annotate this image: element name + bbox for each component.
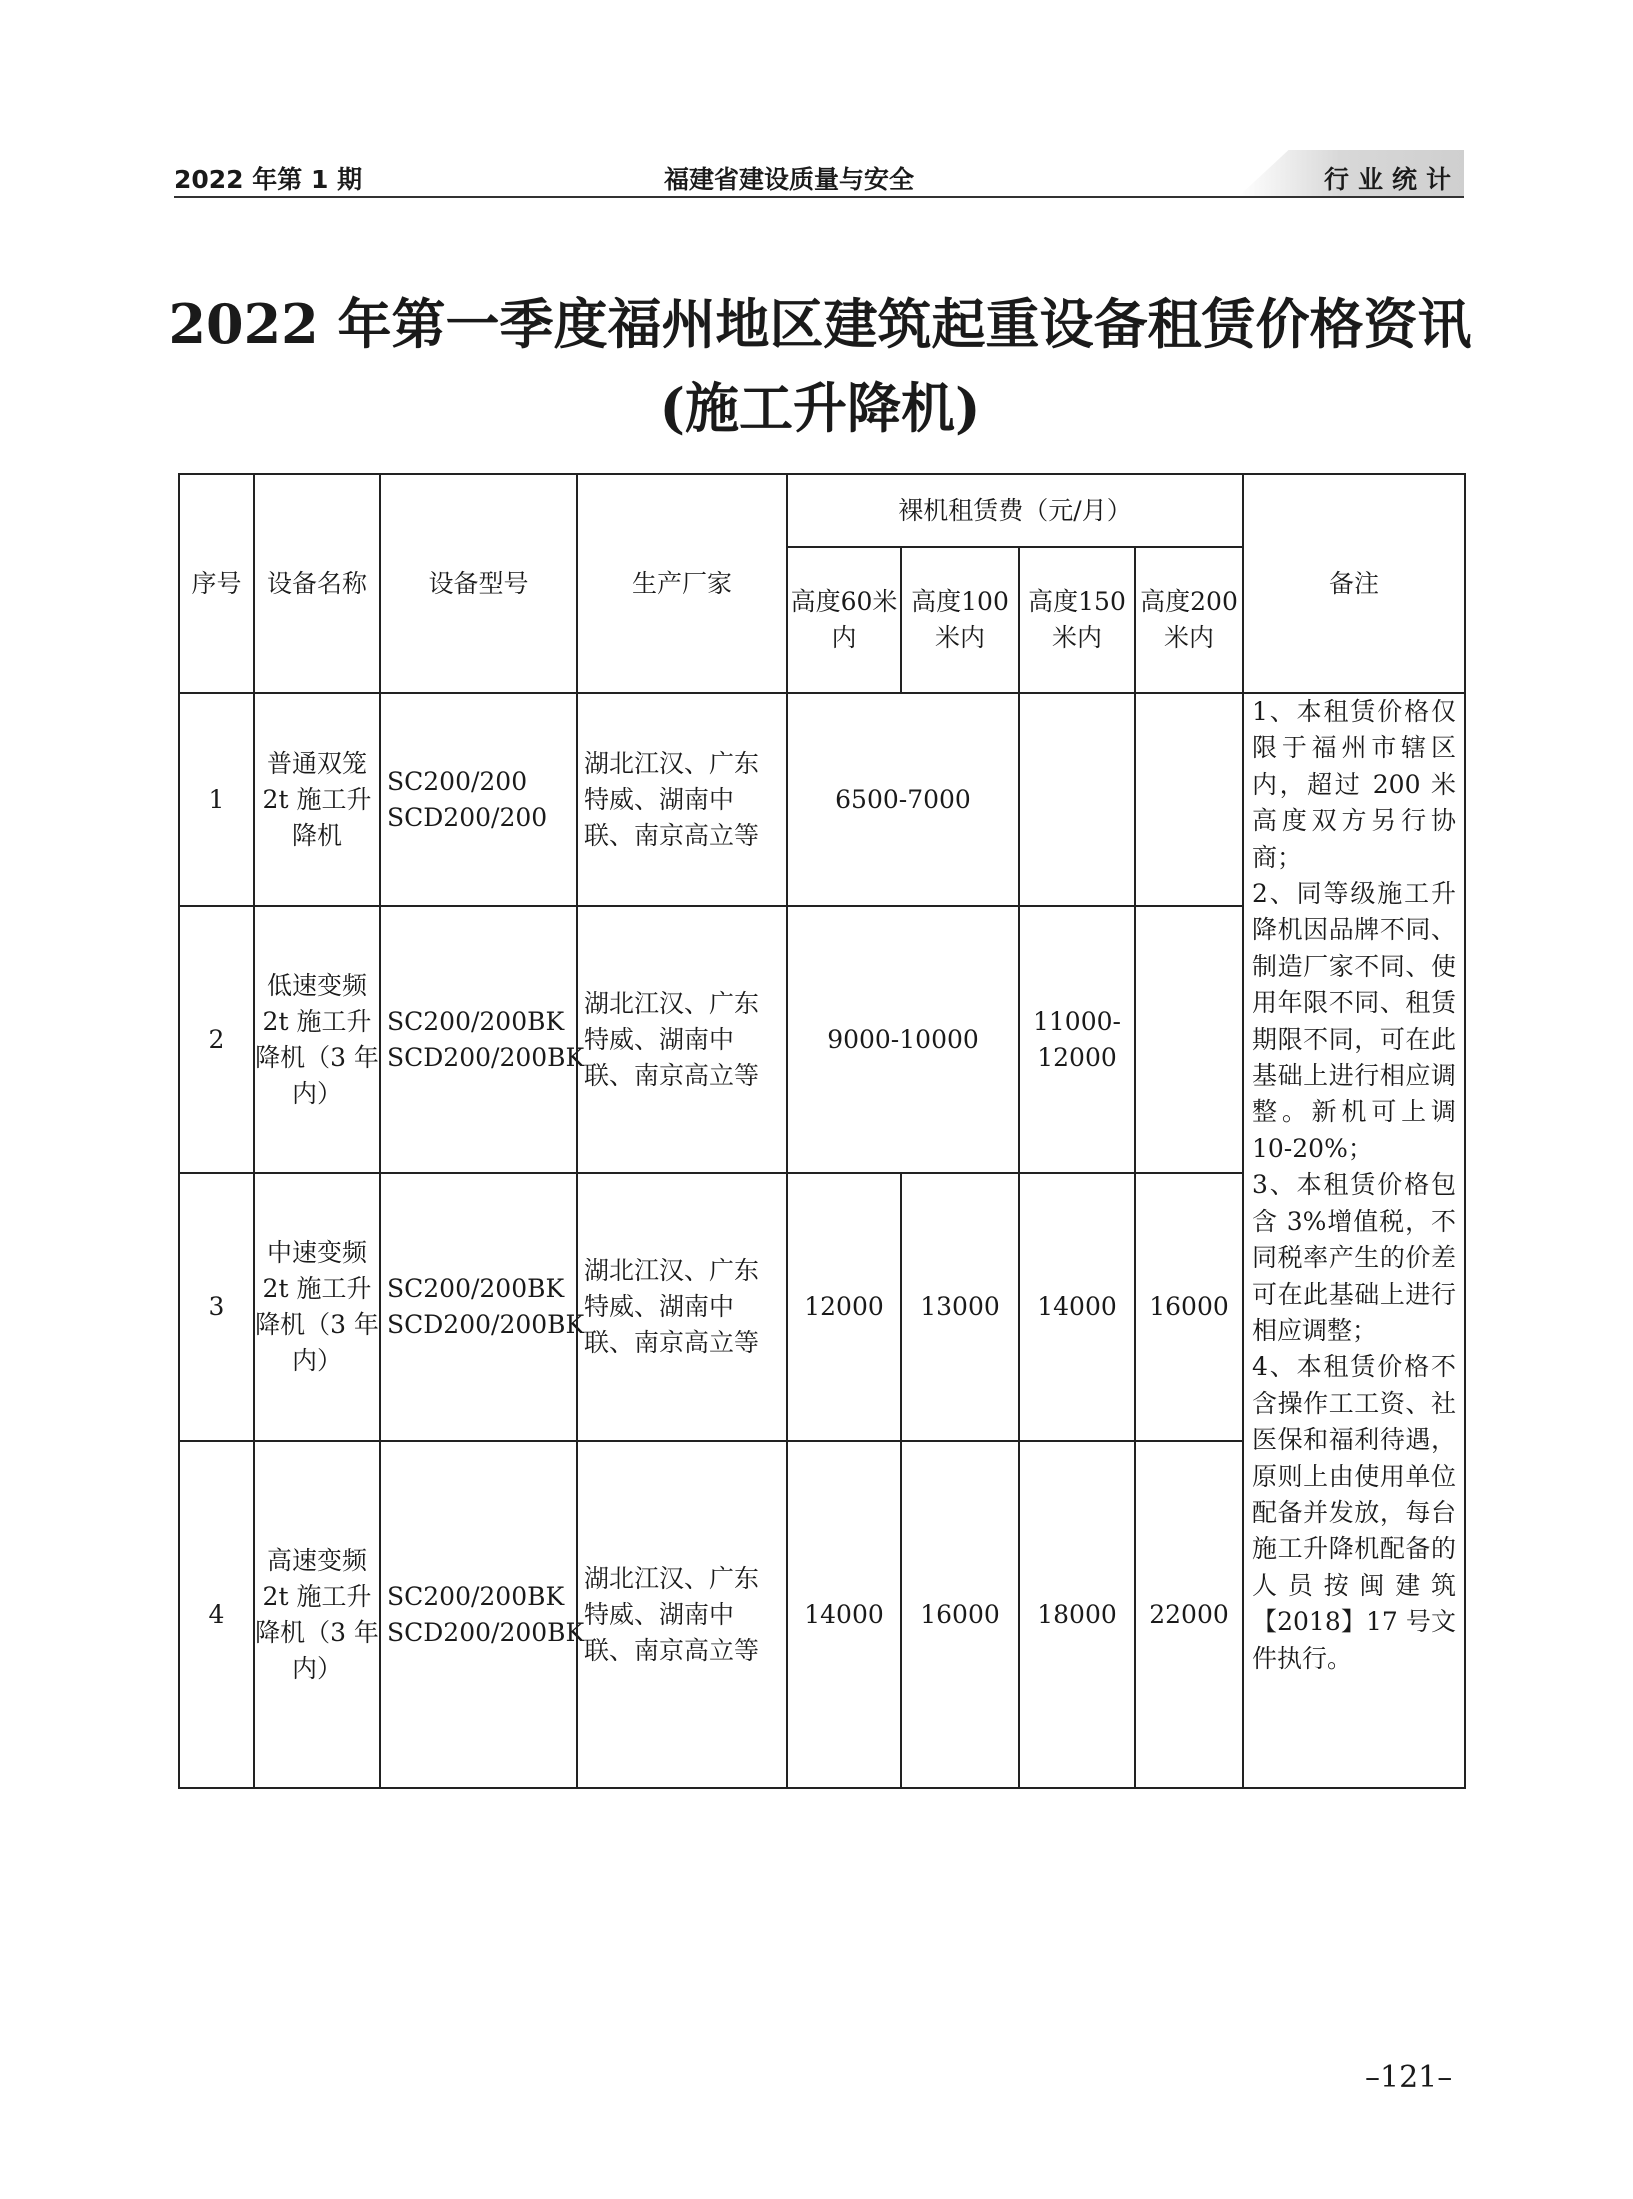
cell-maker: 湖北江汉、广东特威、湖南中联、南京高立等 (577, 693, 787, 906)
header-rent: 裸机租赁费（元/月） (787, 474, 1243, 547)
cell-model: SC200/200 SCD200/200 (380, 693, 577, 906)
cell-h100: 13000 (901, 1173, 1019, 1441)
cell-h60: 14000 (787, 1441, 901, 1788)
header-model: 设备型号 (380, 474, 577, 693)
cell-seq: 2 (179, 906, 254, 1173)
cell-h150: 18000 (1019, 1441, 1135, 1788)
issue-label: 2022 年第 1 期 (174, 165, 363, 194)
header-remark: 备注 (1243, 474, 1465, 693)
cell-h200: 16000 (1135, 1173, 1243, 1441)
cell-price-200 (1135, 693, 1243, 906)
header-rule (174, 196, 1464, 198)
page-number: –121– (1365, 2060, 1453, 2095)
header-seq: 序号 (179, 474, 254, 693)
cell-seq: 3 (179, 1173, 254, 1441)
cell-name: 低速变频 2t 施工升降机（3 年内） (254, 906, 380, 1173)
header-h100: 高度100米内 (901, 547, 1019, 693)
header-maker: 生产厂家 (577, 474, 787, 693)
section-label: 行业统计 (1323, 165, 1460, 194)
cell-h100: 16000 (901, 1441, 1019, 1788)
cell-model: SC200/200BK SCD200/200BK (380, 906, 577, 1173)
cell-price-200 (1135, 906, 1243, 1173)
page-subtitle: (施工升降机) (659, 376, 981, 440)
cell-price-150: 11000-12000 (1019, 906, 1135, 1173)
cell-price-60-100: 6500-7000 (787, 693, 1019, 906)
cell-name: 中速变频 2t 施工升降机（3 年内） (254, 1173, 380, 1441)
cell-maker: 湖北江汉、广东特威、湖南中联、南京高立等 (577, 906, 787, 1173)
cell-name: 普通双笼 2t 施工升降机 (254, 693, 380, 906)
header-h60: 高度60米内 (787, 547, 901, 693)
header-h200: 高度200米内 (1135, 547, 1243, 693)
cell-name: 高速变频 2t 施工升降机（3 年内） (254, 1441, 380, 1788)
cell-h150: 14000 (1019, 1173, 1135, 1441)
cell-model: SC200/200BK SCD200/200BK (380, 1173, 577, 1441)
cell-seq: 4 (179, 1441, 254, 1788)
rental-price-table (178, 473, 1466, 1789)
cell-h200: 22000 (1135, 1441, 1243, 1788)
page-title: 2022 年第一季度福州地区建筑起重设备租赁价格资讯 (168, 292, 1472, 356)
cell-price-60-100: 9000-10000 (787, 906, 1019, 1173)
running-header (174, 150, 1464, 196)
header-h150: 高度150米内 (1019, 547, 1135, 693)
cell-h60: 12000 (787, 1173, 901, 1441)
journal-name: 福建省建设质量与安全 (664, 165, 915, 194)
cell-model: SC200/200BK SCD200/200BK (380, 1441, 577, 1788)
cell-maker: 湖北江汉、广东特威、湖南中联、南京高立等 (577, 1173, 787, 1441)
header-name: 设备名称 (254, 474, 380, 693)
table-row (179, 693, 1465, 906)
cell-price-150 (1019, 693, 1135, 906)
cell-seq: 1 (179, 693, 254, 906)
cell-maker: 湖北江汉、广东特威、湖南中联、南京高立等 (577, 1441, 787, 1788)
cell-remark: 1、本租赁价格仅限于福州市辖区内，超过 200 米高度双方另行协商； 2、同等级施工升降机因品牌不同、制造厂家不同、使用年限不同、租赁期限不同，可在此基础上进行相应调整。新机可上调 10-20%； 3、本租赁价格包含 3%增值税，不同税率产生的价差可在此基础上进行相应调整； 4、本租赁价格不含操作工工资、社医保和福利待遇，原则上由使用单位配备并发放，每台施工升降机配备的人员按闽建筑【2018】17 号文件执行。 (1243, 693, 1465, 1788)
